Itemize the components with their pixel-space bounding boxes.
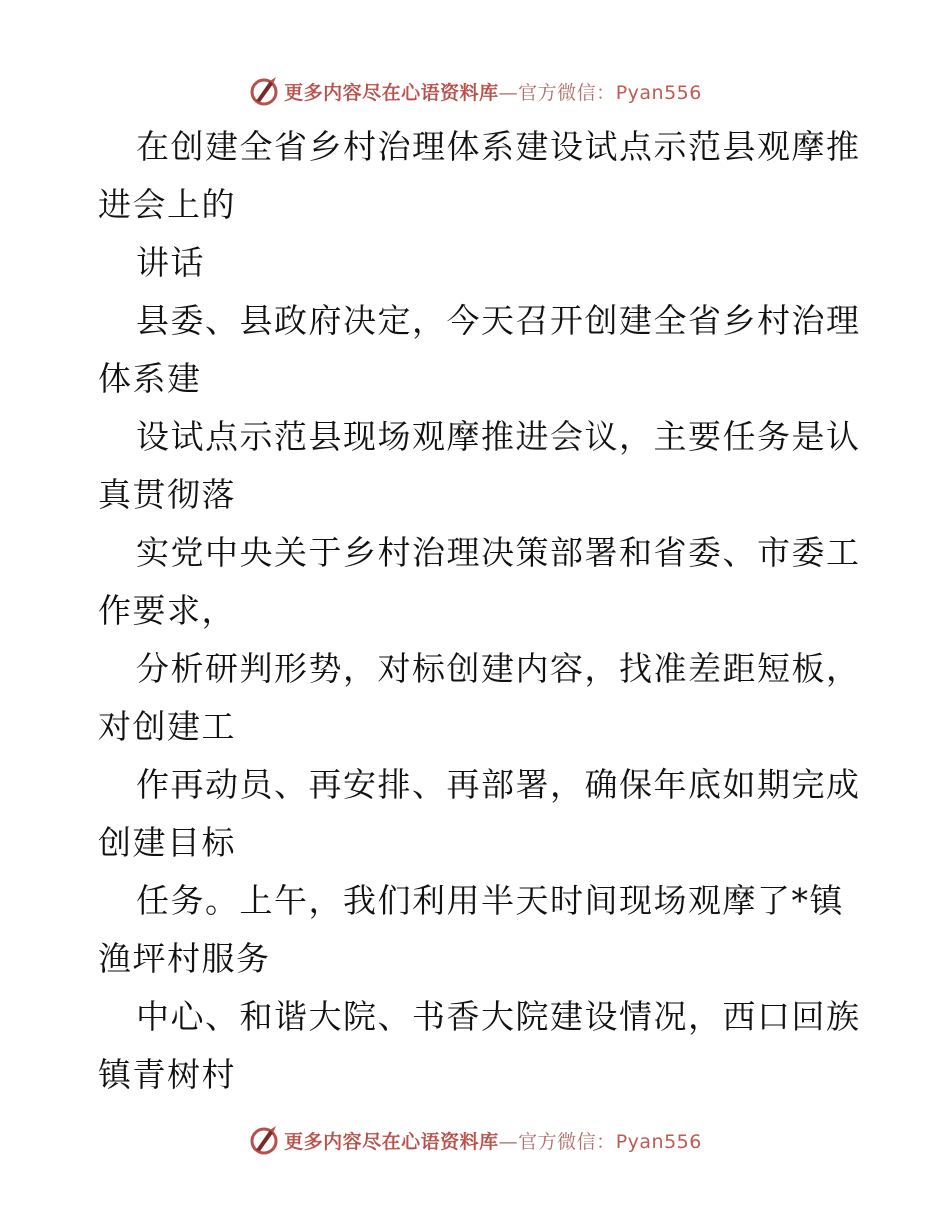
- watermark-lead: 更多内容尽在心语资料库: [284, 81, 499, 104]
- text-line: 真贯彻落: [98, 475, 236, 514]
- document-body: [98, 118, 861, 1104]
- watermark-header: [0, 74, 950, 108]
- text-line: 县委、县政府决定，今天召开创建全省乡村治理: [136, 301, 861, 340]
- quill-logo-icon: [248, 1124, 280, 1156]
- text-line: 进会上的: [98, 185, 236, 224]
- watermark-dash: —: [498, 81, 519, 104]
- text-line: 镇青树村: [98, 1055, 236, 1094]
- text-line: 实党中央关于乡村治理决策部署和省委、市委工: [136, 533, 861, 572]
- text-line: 渔坪村服务: [98, 939, 271, 978]
- text-line: 讲话: [136, 243, 205, 282]
- watermark-dash: —: [498, 1130, 519, 1153]
- text-line: 作再动员、再安排、再部署，确保年底如期完成: [136, 765, 861, 804]
- text-line: 创建目标: [98, 823, 236, 862]
- watermark-text: [284, 1127, 702, 1154]
- text-line: 中心、和谐大院、书香大院建设情况，西口回族: [136, 997, 861, 1036]
- watermark-footer: [0, 1123, 950, 1157]
- text-line: 在创建全省乡村治理体系建设试点示范县观摩推: [136, 127, 861, 166]
- watermark-label: 官方微信：: [518, 1130, 616, 1153]
- watermark-label: 官方微信：: [518, 81, 616, 104]
- watermark-text: [284, 78, 702, 105]
- text-line: 分析研判形势，对标创建内容，找准差距短板，: [136, 649, 861, 688]
- watermark-lead: 更多内容尽在心语资料库: [284, 1130, 499, 1153]
- watermark-wechat-id: Pyan556: [615, 1130, 702, 1153]
- text-line: 任务。上午，我们利用半天时间现场观摩了*镇: [136, 881, 844, 920]
- text-line: 对创建工: [98, 707, 236, 746]
- text-line: 体系建: [98, 359, 202, 398]
- text-line: 作要求，: [98, 591, 236, 630]
- watermark-wechat-id: Pyan556: [615, 81, 702, 104]
- text-line: 设试点示范县现场观摩推进会议，主要任务是认: [136, 417, 861, 456]
- quill-logo-icon: [248, 75, 280, 107]
